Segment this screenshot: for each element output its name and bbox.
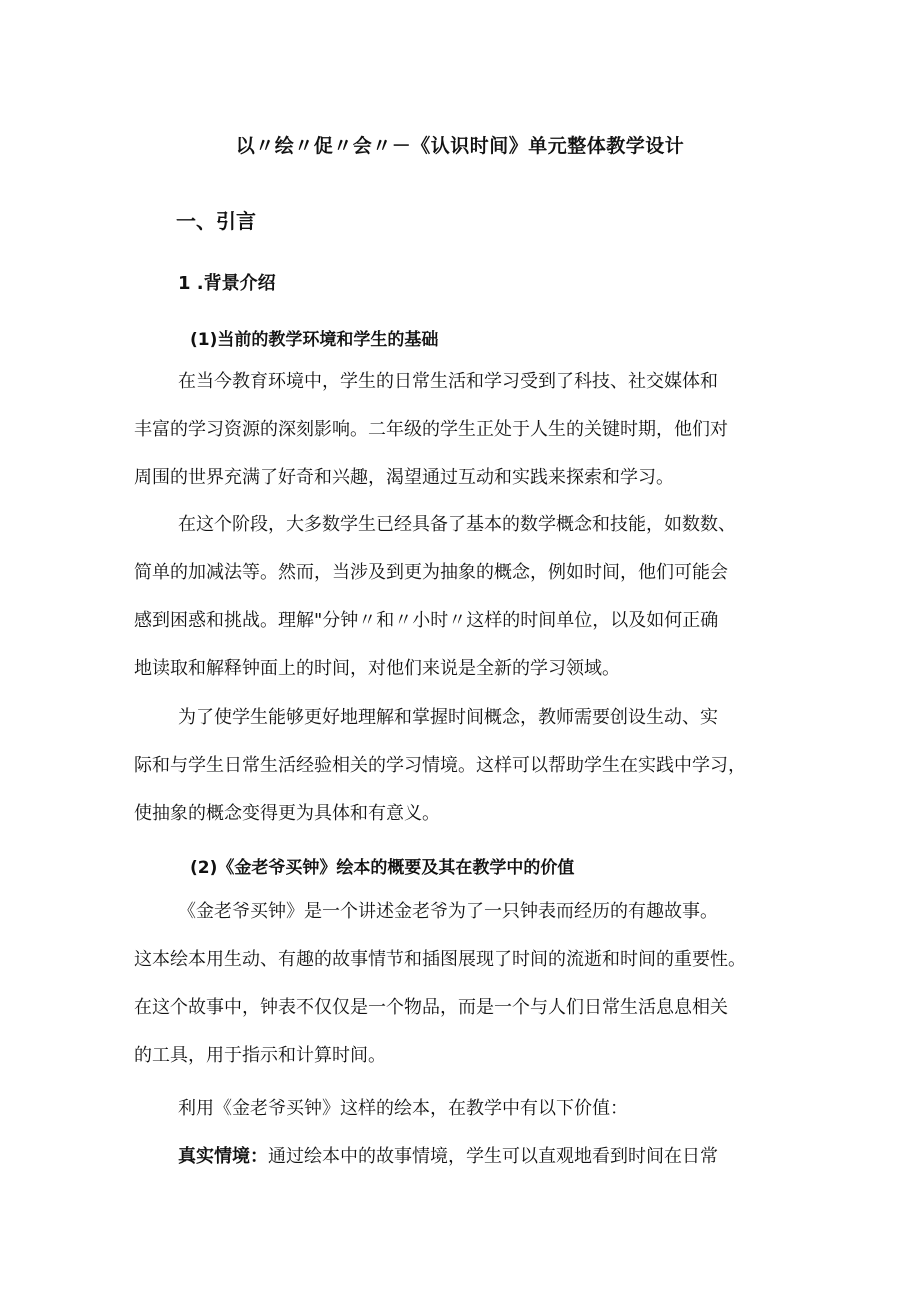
paragraph-line: 丰富的学习资源的深刻影响。二年级的学生正处于人生的关键时期，他们对 <box>134 419 728 440</box>
paragraph-line: 的工具，用于指示和计算时间。 <box>134 1045 386 1066</box>
paragraph-line: 在这个阶段，大多数学生已经具备了基本的数学概念和技能，如数数、 <box>178 514 736 535</box>
paragraph-education-environment <box>134 358 794 502</box>
paragraph-line: 为了使学生能够更好地理解和掌握时间概念，教师需要创设生动、实 <box>178 707 718 728</box>
paragraph-teacher-role <box>134 694 794 838</box>
subsection-heading-picture-book: (2)《金老爷买钟》绘本的概要及其在教学中的价值 <box>190 858 575 878</box>
paragraph-text: 通过绘本中的故事情境，学生可以直观地看到时间在日常 <box>268 1146 718 1167</box>
paragraph-real-context <box>134 1133 794 1181</box>
subsection-heading-background: 1 .背景介绍 <box>178 273 276 294</box>
paragraph-line: 际和与学生日常生活经验相关的学习情境。这样可以帮助学生在实践中学习， <box>134 755 746 776</box>
paragraph-line: 在这个故事中，钟表不仅仅是一个物品，而是一个与人们日常生活息息相关 <box>134 997 728 1018</box>
paragraph-line: 地读取和解释钟面上的时间，对他们来说是全新的学习领域。 <box>134 658 620 679</box>
subsection-heading-teaching-environment: (1)当前的教学环境和学生的基础 <box>190 330 439 350</box>
paragraph-line: 简单的加减法等。然而，当涉及到更为抽象的概念，例如时间，他们可能会 <box>134 562 728 583</box>
paragraph-line: 这本绘本用生动、有趣的故事情节和插图展现了时间的流逝和时间的重要性。 <box>134 949 746 970</box>
paragraph-line: 在当今教育环境中，学生的日常生活和学习受到了科技、社交媒体和 <box>178 371 718 392</box>
paragraph-line: 利用《金老爷买钟》这样的绘本，在教学中有以下价值： <box>178 1098 628 1119</box>
paragraph-values-intro <box>134 1085 794 1133</box>
paragraph-line: 感到困惑和挑战。理解"分钟〃和〃小时〃这样的时间单位，以及如何正确 <box>134 610 719 631</box>
paragraph-line: 使抽象的概念变得更为具体和有意义。 <box>134 803 440 824</box>
paragraph-student-abilities <box>134 501 794 693</box>
document-title: 以〃绘〃促〃会〃－《认识时间》单元整体教学设计 <box>235 135 685 157</box>
paragraph-lead-term: 真实情境： <box>178 1146 268 1167</box>
paragraph-book-summary <box>134 888 794 1080</box>
paragraph-line: 《金老爷买钟》是一个讲述金老爷为了一只钟表而经历的有趣故事。 <box>178 901 718 922</box>
paragraph-line: 周围的世界充满了好奇和兴趣，渴望通过互动和实践来探索和学习。 <box>134 467 674 488</box>
section-heading-introduction: 一、引言 <box>176 209 256 233</box>
